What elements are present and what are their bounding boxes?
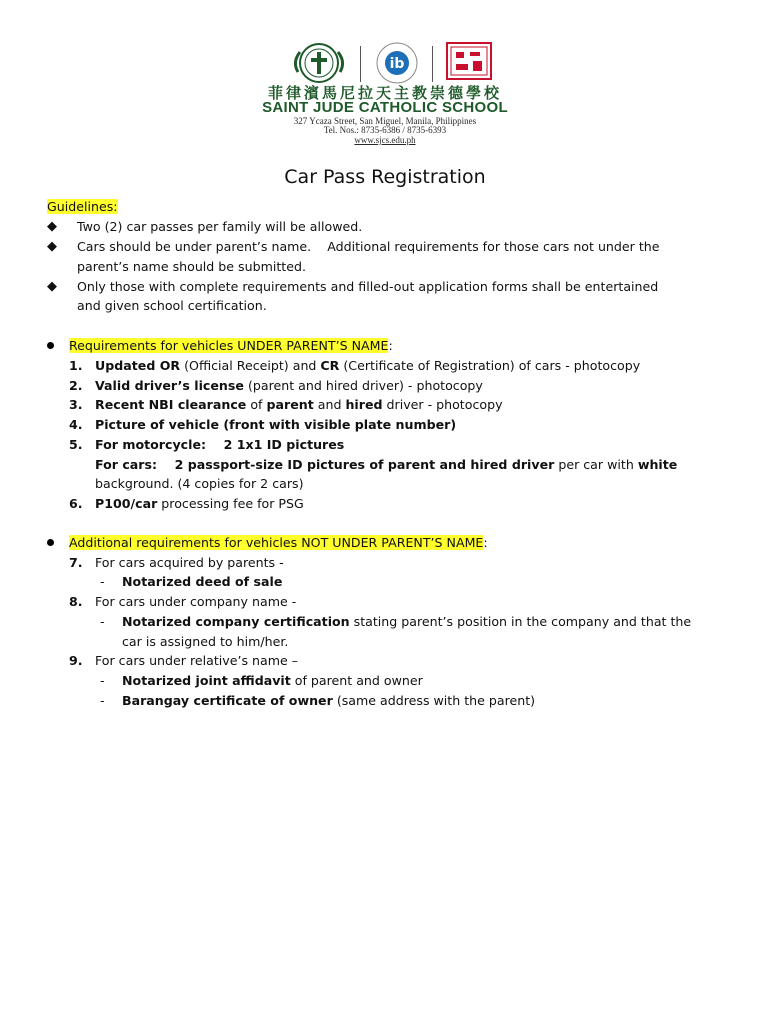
diamond-bullet-icon: ◆	[47, 219, 57, 234]
requirement-item: Valid driver’s license (parent and hired driver) - photocopy	[95, 378, 483, 393]
logo-divider	[432, 46, 433, 82]
list-number: 2.	[69, 378, 83, 393]
school-logo-icon	[292, 42, 346, 84]
requirement-item: P100/car processing fee for PSG	[95, 496, 304, 511]
list-number: 6.	[69, 496, 83, 511]
list-number: 1.	[69, 358, 83, 373]
section-1-heading: Requirements for vehicles UNDER PARENT’S NAME:	[69, 338, 393, 353]
guideline-item: Two (2) car passes per family will be allowed.	[77, 219, 363, 234]
logo-divider	[360, 46, 361, 82]
requirement-item-continued: background. (4 copies for 2 cars)	[95, 476, 304, 491]
requirement-item: Updated OR (Official Receipt) and CR (Certificate of Registration) of cars - photocopy	[95, 358, 641, 373]
sub-requirement-item-continued: car is assigned to him/her.	[122, 634, 289, 649]
guideline-item: Cars should be under parent’s name. Additional requirements for those cars not under the	[77, 239, 660, 254]
school-telephone: Tel. Nos.: 8735-6386 / 8735-6393	[323, 125, 447, 135]
bullet-dot-icon	[47, 342, 54, 349]
svg-text:ib: ib	[389, 56, 405, 72]
sub-requirement-item: Notarized deed of sale	[122, 574, 283, 589]
list-number: 5.	[69, 437, 83, 452]
school-address: 327 Ycaza Street, San Miguel, Manila, Philippines	[293, 116, 477, 126]
diamond-bullet-icon: ◆	[47, 239, 57, 254]
diamond-bullet-icon: ◆	[47, 279, 57, 294]
dash-bullet: -	[100, 673, 105, 688]
requirement-item: For cars under relative’s name –	[95, 653, 299, 668]
list-number: 4.	[69, 417, 83, 432]
list-number: 8.	[69, 594, 83, 609]
requirement-item: Picture of vehicle (front with visible plate number)	[95, 417, 457, 432]
requirement-item: Recent NBI clearance of parent and hired driver - photocopy	[95, 397, 503, 412]
chinese-seal-icon	[446, 42, 492, 80]
sub-requirement-item: Notarized company certification stating parent’s position in the company and that the	[122, 614, 692, 629]
requirement-item-cars: For cars: 2 passport-size ID pictures of parent and hired driver per car with white	[95, 457, 678, 472]
ib-world-school-logo-icon	[376, 42, 418, 84]
requirement-item: For cars acquired by parents -	[95, 555, 284, 570]
bullet-dot-icon	[47, 539, 54, 546]
requirement-item: For cars under company name -	[95, 594, 297, 609]
guideline-item: Only those with complete requirements and filled-out application forms shall be entertained	[77, 279, 659, 294]
school-name: SAINT JUDE CATHOLIC SCHOOL	[262, 99, 508, 116]
guideline-item-continued: and given school certification.	[77, 298, 267, 313]
sub-requirement-item: Notarized joint affidavit of parent and owner	[122, 673, 423, 688]
section-2-heading: Additional requirements for vehicles NOT UNDER PARENT’S NAME:	[69, 535, 488, 550]
school-website[interactable]: www.sjcs.edu.ph	[354, 135, 416, 145]
dash-bullet: -	[100, 693, 105, 708]
dash-bullet: -	[100, 574, 105, 589]
header-logos	[0, 42, 770, 86]
requirement-item: For motorcycle: 2 1x1 ID pictures	[95, 437, 345, 452]
page-title: Car Pass Registration	[284, 166, 486, 188]
guideline-item-continued: parent’s name should be submitted.	[77, 259, 306, 274]
dash-bullet: -	[100, 614, 105, 629]
list-number: 7.	[69, 555, 83, 570]
sub-requirement-item: Barangay certificate of owner (same address with the parent)	[122, 693, 536, 708]
guidelines-heading: Guidelines:	[47, 199, 118, 214]
list-number: 9.	[69, 653, 83, 668]
school-name-chinese: 菲律濱馬尼拉天主教崇德學校	[267, 84, 502, 102]
list-number: 3.	[69, 397, 83, 412]
